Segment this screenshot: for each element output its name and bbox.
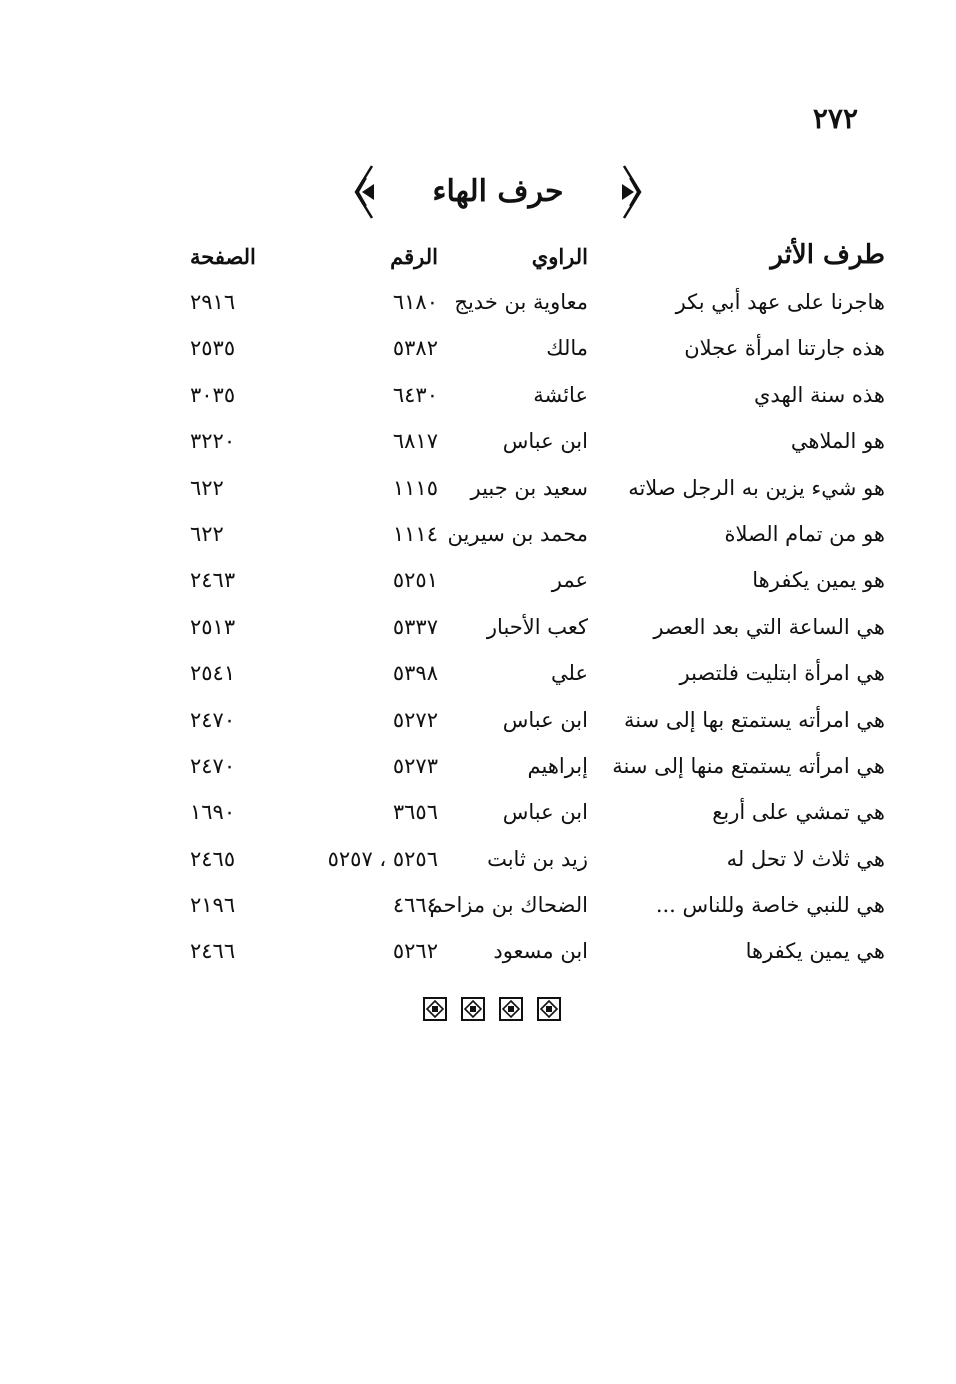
row-text: هي للنبي خاصة وللناس ... — [655, 893, 885, 918]
table-row — [190, 560, 885, 606]
header-text: طرف الأثر — [770, 240, 885, 270]
row-narrator: الضحاك بن مزاحم — [429, 893, 588, 918]
ornament-icon — [422, 996, 448, 1022]
row-narrator: محمد بن سيرين — [447, 521, 588, 546]
row-number: ٦٤٣٠ — [392, 382, 438, 407]
row-number: ٣٦٥٦ — [392, 800, 438, 825]
row-text: هي الساعة التي بعد العصر — [653, 614, 885, 639]
table-row — [190, 839, 885, 885]
chapter-heading — [340, 162, 656, 222]
row-text: هي تمشي على أربع — [712, 800, 885, 825]
chapter-title: حرف الهاء — [432, 174, 564, 209]
row-narrator: عائشة — [533, 382, 588, 407]
row-text: هذه جارتنا امرأة عجلان — [684, 336, 885, 361]
row-number: ٥٢٥٦ ، ٥٢٥٧ — [327, 846, 438, 871]
header-narrator: الراوي — [531, 244, 588, 269]
table-row — [190, 700, 885, 746]
table-row — [190, 931, 885, 977]
row-text: هو من تمام الصلاة — [724, 521, 885, 546]
row-text: هاجرنا على عهد أبي بكر — [675, 290, 885, 314]
row-number: ٥٢٧٣ — [392, 753, 438, 778]
row-page: ٢٩١٦ — [190, 290, 236, 314]
table-row — [190, 746, 885, 792]
row-page: ٢٥١٣ — [190, 614, 236, 639]
row-text: هي ثلاث لا تحل له — [726, 846, 885, 871]
row-narrator: ابن عباس — [502, 707, 588, 732]
table-row — [190, 885, 885, 931]
row-number: ٥٢٦٢ — [392, 939, 438, 964]
row-number: ١١١٤ — [392, 521, 438, 546]
row-page: ٢١٩٦ — [190, 893, 236, 918]
table-row — [190, 468, 885, 514]
row-narrator: ابن مسعود — [493, 939, 588, 964]
row-page: ٢٤٦٥ — [190, 846, 236, 871]
row-number: ٥٢٥١ — [392, 568, 438, 593]
row-number: ١١١٥ — [392, 475, 438, 500]
table-row — [190, 514, 885, 560]
table-row — [190, 792, 885, 838]
row-page: ٢٥٣٥ — [190, 336, 236, 361]
row-number: ٦١٨٠ — [392, 290, 438, 314]
table-body — [190, 282, 885, 978]
row-text: هذه سنة الهدي — [753, 382, 885, 407]
row-page: ١٦٩٠ — [190, 800, 236, 825]
table-header — [190, 236, 885, 282]
row-text: هو يمين يكفرها — [752, 568, 885, 593]
row-page: ٢٤٦٣ — [190, 568, 236, 593]
row-number: ٥٣٨٢ — [392, 336, 438, 361]
row-number: ٦٨١٧ — [392, 429, 438, 454]
row-number: ٤٦٦٤ — [392, 893, 438, 918]
ornament-icon — [460, 996, 486, 1022]
row-text: هو شيء يزين به الرجل صلاته — [628, 475, 885, 500]
ornament-icon — [536, 996, 562, 1022]
row-number: ٥٣٣٧ — [392, 614, 438, 639]
ornament-icon — [618, 162, 648, 222]
table-row — [190, 328, 885, 374]
table-row — [190, 421, 885, 467]
ornament-icon — [498, 996, 524, 1022]
row-number: ٥٢٧٢ — [392, 707, 438, 732]
row-page: ٦٢٢ — [190, 475, 224, 500]
row-text: هي امرأته يستمتع بها إلى سنة — [624, 707, 885, 732]
row-text: هو الملاهي — [790, 429, 885, 454]
row-narrator: إبراهيم — [527, 753, 588, 778]
row-page: ٢٤٦٦ — [190, 939, 236, 964]
row-narrator: كعب الأحبار — [486, 614, 588, 639]
row-narrator: معاوية بن خديج — [454, 290, 588, 314]
row-text: هي يمين يكفرها — [745, 939, 885, 964]
row-page: ٣٢٢٠ — [190, 429, 236, 454]
table-row — [190, 282, 885, 328]
row-narrator: سعيد بن جبير — [470, 475, 588, 500]
row-page: ٢٥٤١ — [190, 661, 236, 686]
table-row — [190, 653, 885, 699]
row-narrator: ابن عباس — [502, 429, 588, 454]
header-number: الرقم — [390, 244, 438, 269]
end-ornament — [422, 996, 562, 1022]
row-narrator: مالك — [546, 336, 588, 361]
row-narrator: علي — [551, 661, 588, 686]
row-narrator: ابن عباس — [502, 800, 588, 825]
row-page: ٦٢٢ — [190, 521, 224, 546]
row-page: ٢٤٧٠ — [190, 707, 236, 732]
index-table — [190, 236, 885, 978]
row-text: هي امرأة ابتليت فلتصبر — [679, 661, 885, 686]
row-page: ٢٤٧٠ — [190, 753, 236, 778]
row-text: هي امرأته يستمتع منها إلى سنة — [612, 753, 885, 778]
table-row — [190, 607, 885, 653]
header-page: الصفحة — [190, 244, 256, 269]
row-narrator: زيد بن ثابت — [487, 846, 588, 871]
row-number: ٥٣٩٨ — [392, 661, 438, 686]
page-number: ٢٧٢ — [812, 102, 858, 135]
table-row — [190, 375, 885, 421]
row-narrator: عمر — [551, 568, 588, 593]
row-page: ٣٠٣٥ — [190, 382, 236, 407]
